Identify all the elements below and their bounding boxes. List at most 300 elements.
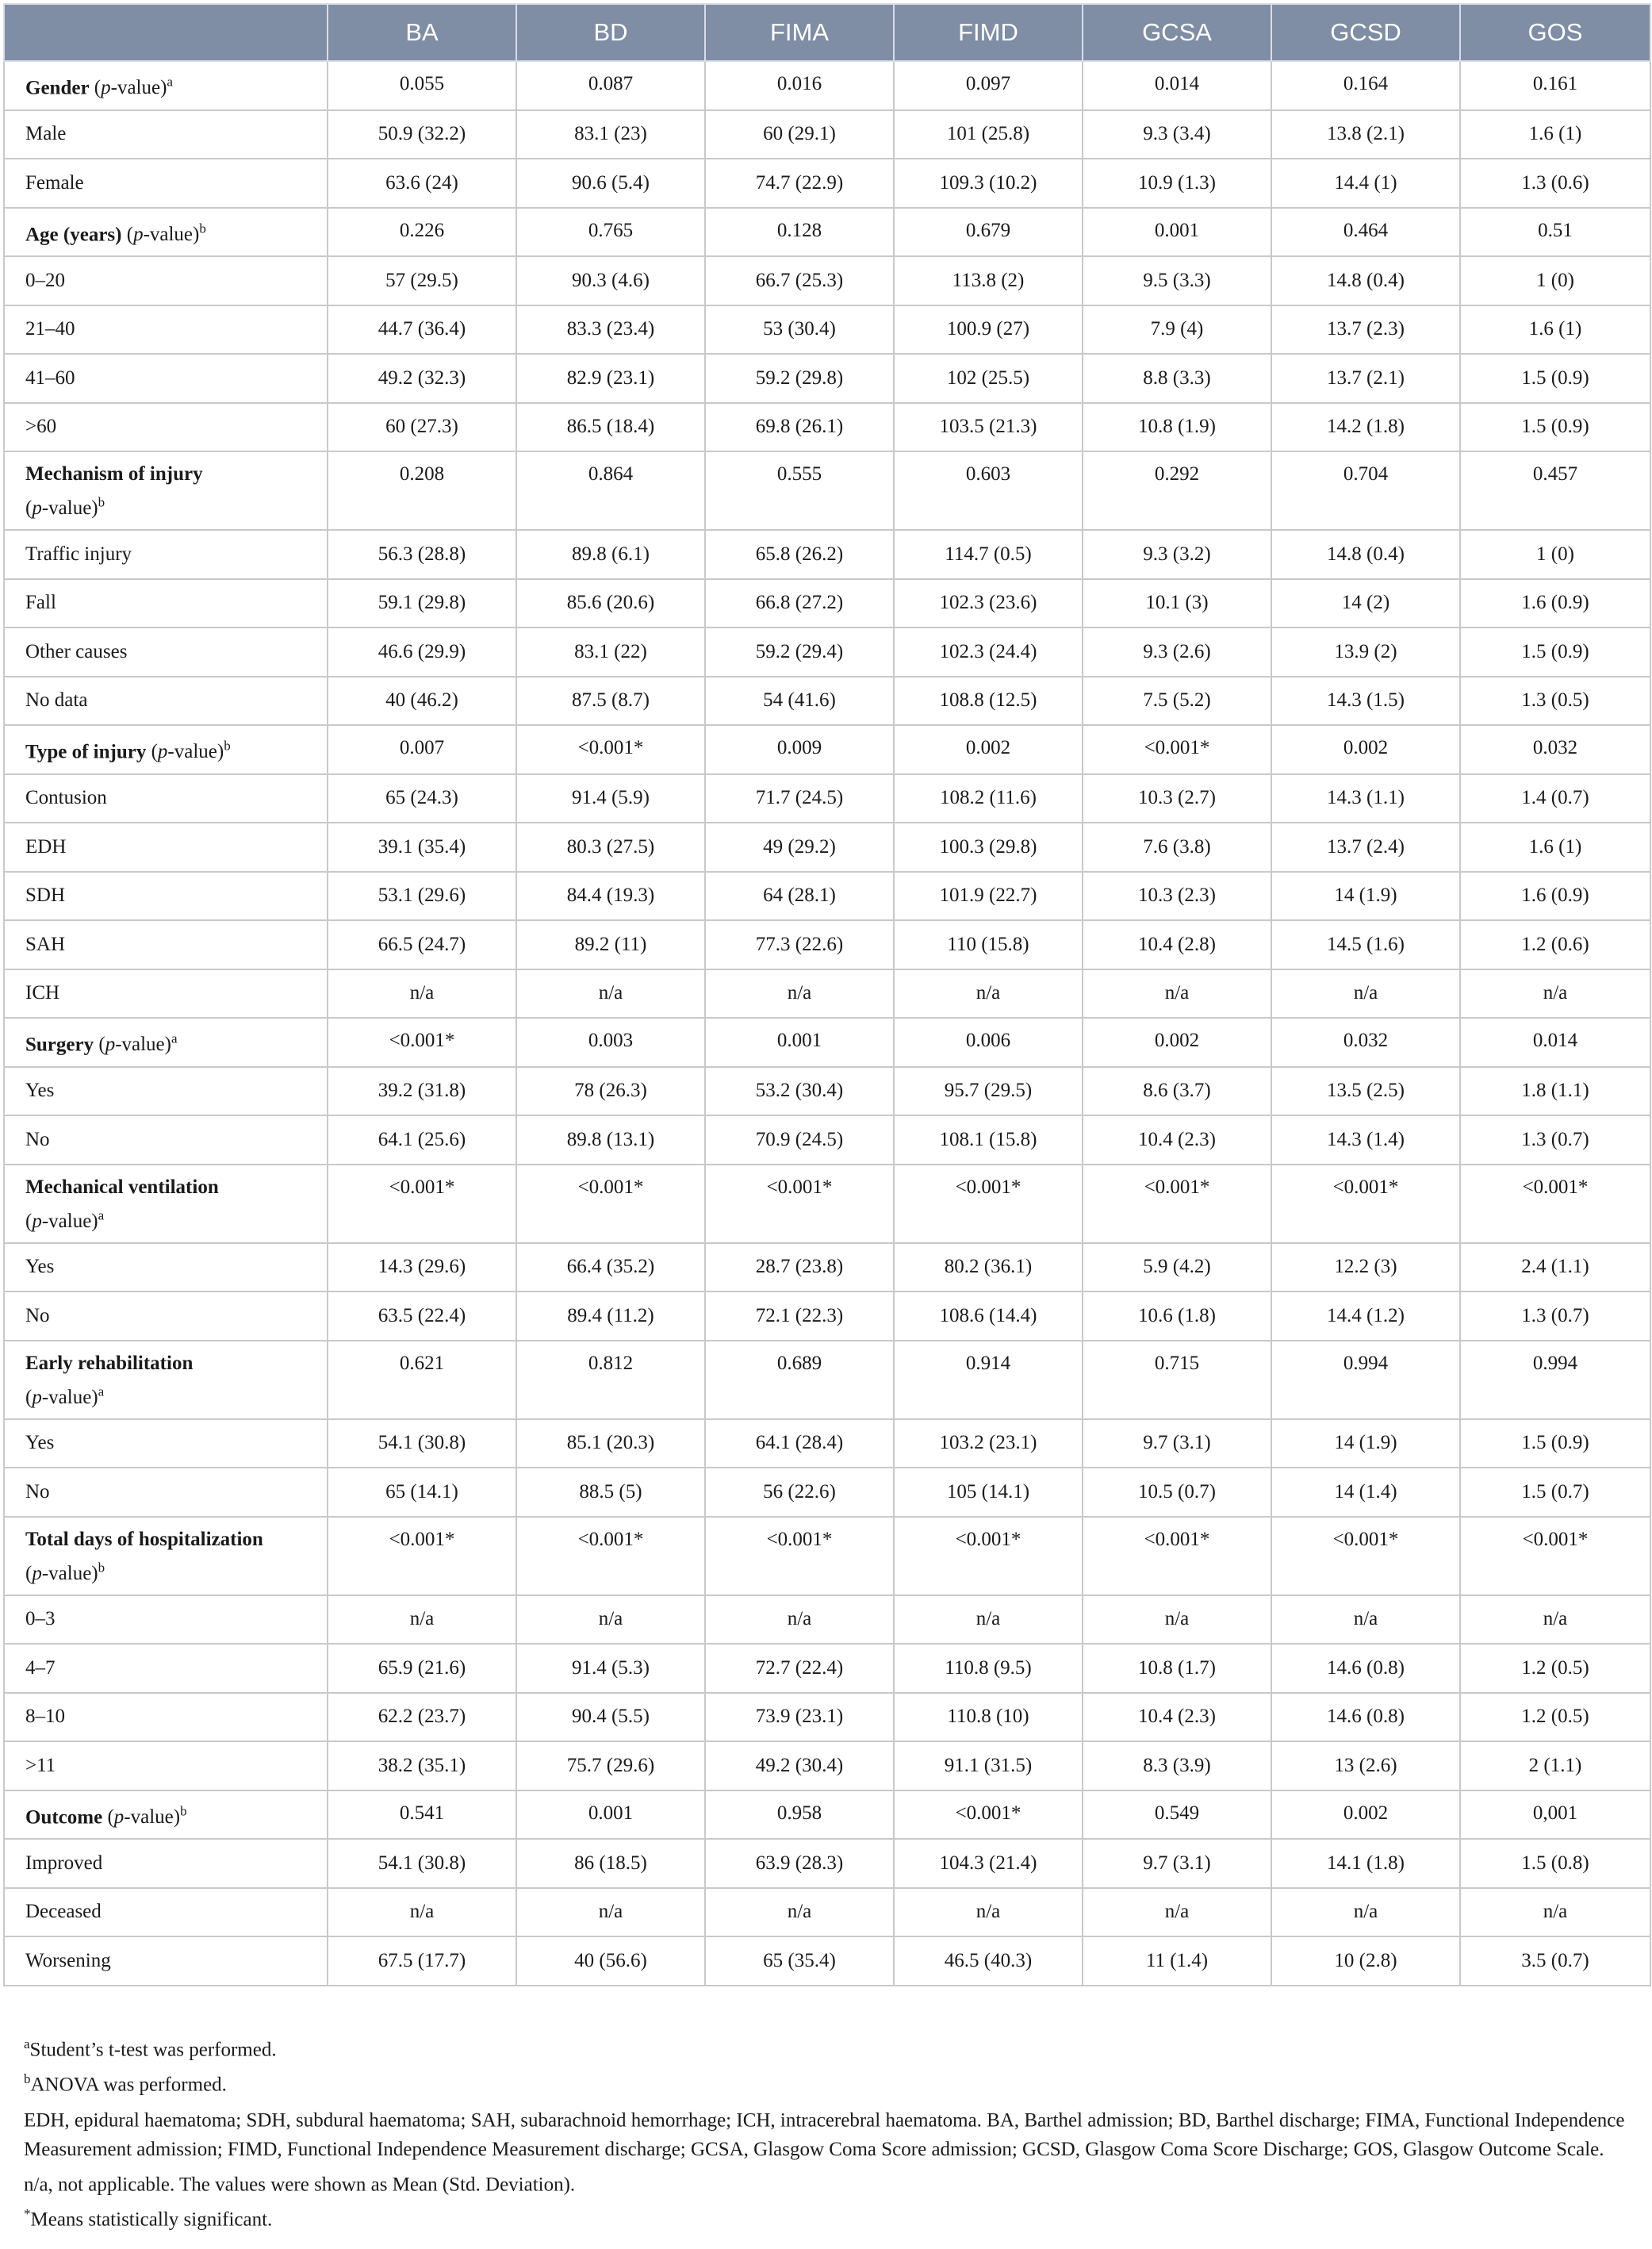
value-cell-gcsa: 9.7 (3.1) [1083,1839,1271,1888]
value-cell-gcsa: 8.3 (3.9) [1083,1741,1271,1790]
row-label-cell [4,1468,328,1517]
footnote-mark: b [180,1803,187,1819]
row-label-cell [4,256,328,305]
row-label-cell [4,305,328,355]
value-cell-bd: 40 (56.6) [516,1936,705,1986]
value-cell-gcsa: 10.4 (2.3) [1083,1115,1271,1165]
value-cell-ba: 49.2 (32.3) [328,354,516,403]
row-label: EDH [25,835,67,858]
value-cell-fima: 74.7 (22.9) [705,159,894,208]
row-label-cell [4,159,328,208]
value-cell-gcsa: 8.8 (3.3) [1083,354,1271,403]
value-cell-gcsa: 7.5 (5.2) [1083,677,1271,726]
value-cell-gcsa: <0.001* [1083,1165,1271,1243]
value-cell-gcsd: 0.164 [1271,61,1460,110]
value-cell-fima: 0.001 [705,1018,894,1067]
p-value-text: (p-value) [102,1806,181,1828]
value-cell-fimd: 104.3 (21.4) [894,1839,1083,1888]
value-cell-bd: 89.8 (13.1) [516,1115,705,1165]
value-cell-gos: 0.51 [1460,208,1650,257]
row-label: Surgery [25,1034,94,1056]
value-cell-ba: 60 (27.3) [328,403,516,452]
value-cell-gcsd: 14 (1.4) [1271,1468,1460,1517]
table-row [4,305,1650,355]
value-cell-gos: 1.5 (0.7) [1460,1468,1650,1517]
value-cell-gos: 2 (1.1) [1460,1741,1650,1790]
p-value-label [25,1384,105,1408]
p-value-text: (p-value) [25,1562,98,1584]
value-cell-fima: 53 (30.4) [705,305,894,355]
table-row [4,920,1650,969]
value-cell-bd: 90.4 (5.5) [516,1693,705,1742]
value-cell-gcsd: 0.002 [1271,725,1460,774]
p-value-text: (p-value) [25,1386,98,1408]
value-cell-gcsa: 0.292 [1083,451,1271,530]
row-label-cell [4,969,328,1019]
row-label-cell [4,1839,328,1888]
value-cell-fimd: 114.7 (0.5) [894,530,1083,579]
row-label: Type of injury [25,741,147,763]
section-label-cell [4,61,328,110]
value-cell-bd: n/a [516,1595,705,1645]
value-cell-fima: n/a [705,1888,894,1937]
value-cell-fima: 65.8 (26.2) [705,530,894,579]
value-cell-gos: 0.994 [1460,1341,1650,1419]
value-cell-gos: 1.6 (1) [1460,823,1650,872]
value-cell-gos: 1.2 (0.5) [1460,1693,1650,1742]
value-cell-gcsd: 13.7 (2.3) [1271,305,1460,355]
value-cell-fima: 72.7 (22.4) [705,1644,894,1693]
footnote-text: Means statistically significant. [30,2209,273,2231]
value-cell-gcsd: 14.3 (1.1) [1271,774,1460,823]
value-cell-bd: 82.9 (23.1) [516,354,705,403]
value-cell-gos: n/a [1460,1888,1650,1937]
value-cell-gcsa: 0.715 [1083,1341,1271,1419]
value-cell-gcsd: 14.3 (1.4) [1271,1115,1460,1165]
value-cell-ba: 0.007 [328,725,516,774]
value-cell-ba: <0.001* [328,1517,516,1595]
row-label: Improved [25,1852,103,1874]
p-value-label [94,1031,178,1056]
value-cell-gcsa: 10.3 (2.3) [1083,872,1271,921]
value-cell-fimd: <0.001* [894,1790,1083,1840]
value-cell-gcsa: <0.001* [1083,1517,1271,1595]
value-cell-gcsa: 9.5 (3.3) [1083,256,1271,305]
value-cell-gos: 0.161 [1460,61,1650,110]
table-row [4,1644,1650,1693]
row-label: Yes [25,1080,55,1102]
value-cell-ba: 63.5 (22.4) [328,1291,516,1341]
value-cell-gos: 1.8 (1.1) [1460,1067,1650,1116]
footnote-text: n/a, not applicable. The values were shown as Mean (Std. Deviation). [24,2174,576,2196]
value-cell-fimd: 113.8 (2) [894,256,1083,305]
row-label: Gender [25,77,90,99]
value-cell-gcsd: 14.4 (1) [1271,159,1460,208]
value-cell-gos: 1.6 (1) [1460,110,1650,159]
value-cell-fimd: 91.1 (31.5) [894,1741,1083,1790]
value-cell-fimd: 101.9 (22.7) [894,872,1083,921]
value-cell-gcsa: 0.549 [1083,1790,1271,1840]
value-cell-fima: n/a [705,969,894,1019]
row-label: Worsening [25,1949,111,1971]
p-value-label [121,221,206,245]
section-row [4,451,1650,530]
value-cell-fima: 59.2 (29.4) [705,627,894,677]
table-body [4,61,1650,1986]
value-cell-fimd: 100.3 (29.8) [894,823,1083,872]
footnote-mark: a [171,1031,178,1047]
column-header-ba: BA [328,4,516,61]
row-label-cell [4,677,328,726]
p-value-label [90,77,173,98]
value-cell-gcsa: 7.9 (4) [1083,305,1271,355]
section-row [4,1165,1650,1243]
value-cell-gcsa: 10.1 (3) [1083,579,1271,628]
table-footnotes [24,2029,1634,2235]
row-label: Early rehabilitation [25,1352,194,1374]
table-row [4,872,1650,921]
section-row [4,1018,1650,1067]
value-cell-ba: 62.2 (23.7) [328,1693,516,1742]
p-value-text: (p-value) [89,77,167,99]
value-cell-fimd: n/a [894,969,1083,1019]
value-cell-fima: 0.016 [705,61,894,110]
value-cell-fima: 66.8 (27.2) [705,579,894,628]
section-label-cell [4,1517,328,1595]
value-cell-ba: 40 (46.2) [328,677,516,726]
value-cell-bd: n/a [516,969,705,1019]
table-row [4,256,1650,305]
row-label: Outcome [25,1806,103,1828]
value-cell-gcsd: 14 (1.9) [1271,1419,1460,1468]
value-cell-gcsa: 0.001 [1083,208,1271,257]
value-cell-ba: 67.5 (17.7) [328,1936,516,1986]
value-cell-fimd: 101 (25.8) [894,110,1083,159]
value-cell-fima: 0.958 [705,1790,894,1840]
row-label-cell [4,1693,328,1742]
value-cell-gos: 0,001 [1460,1790,1650,1840]
value-cell-gcsd: 14.6 (0.8) [1271,1693,1460,1742]
value-cell-fima: 71.7 (24.5) [705,774,894,823]
value-cell-gcsd: 14.8 (0.4) [1271,530,1460,579]
table-row [4,1067,1650,1116]
table-row [4,1243,1650,1292]
value-cell-fima: 59.2 (29.8) [705,354,894,403]
footnote [24,2199,1634,2234]
value-cell-gcsa: 11 (1.4) [1083,1936,1271,1986]
p-value-text: (p-value) [25,1210,98,1232]
value-cell-gos: 0.014 [1460,1018,1650,1067]
value-cell-fimd: 102.3 (23.6) [894,579,1083,628]
value-cell-fima: 60 (29.1) [705,110,894,159]
row-label-cell [4,579,328,628]
value-cell-ba: 38.2 (35.1) [328,1741,516,1790]
value-cell-bd: 88.5 (5) [516,1468,705,1517]
column-header-gos: GOS [1460,4,1650,61]
value-cell-gcsa: 9.7 (3.1) [1083,1419,1271,1468]
value-cell-bd: 78 (26.3) [516,1067,705,1116]
value-cell-fima: 70.9 (24.5) [705,1115,894,1165]
table-row [4,1115,1650,1165]
value-cell-fimd: 0.603 [894,451,1083,530]
row-label: Yes [25,1256,55,1278]
value-cell-gcsa: 10.3 (2.7) [1083,774,1271,823]
value-cell-fima: 0.555 [705,451,894,530]
section-label-cell [4,451,328,530]
value-cell-ba: 56.3 (28.8) [328,530,516,579]
row-label: No [25,1304,50,1326]
value-cell-fimd: 110.8 (9.5) [894,1644,1083,1693]
section-label-cell [4,1018,328,1067]
value-cell-gos: 1.6 (0.9) [1460,872,1650,921]
value-cell-fima: <0.001* [705,1165,894,1243]
value-cell-gcsa: 10.4 (2.3) [1083,1693,1271,1742]
row-label: 8–10 [25,1706,65,1728]
value-cell-fima: 0.009 [705,725,894,774]
value-cell-gos: 1.2 (0.5) [1460,1644,1650,1693]
footnote-mark: a [98,1384,105,1399]
value-cell-gos: 1.5 (0.9) [1460,627,1650,677]
value-cell-bd: 90.6 (5.4) [516,159,705,208]
section-label-cell [4,725,328,774]
footnote-mark: b [224,739,231,754]
value-cell-gos: n/a [1460,1595,1650,1645]
value-cell-bd: 0.765 [516,208,705,257]
value-cell-bd: 75.7 (29.6) [516,1741,705,1790]
column-header-gcsd: GCSD [1271,4,1460,61]
value-cell-ba: 53.1 (29.6) [328,872,516,921]
value-cell-ba: n/a [328,1595,516,1645]
value-cell-fimd: 0.914 [894,1341,1083,1419]
value-cell-fimd: 108.2 (11.6) [894,774,1083,823]
value-cell-bd: 90.3 (4.6) [516,256,705,305]
value-cell-bd: 66.4 (35.2) [516,1243,705,1292]
value-cell-bd: 89.4 (11.2) [516,1291,705,1341]
value-cell-bd: <0.001* [516,1165,705,1243]
value-cell-bd: 85.1 (20.3) [516,1419,705,1468]
row-label: 21–40 [25,318,75,340]
section-row [4,208,1650,257]
value-cell-bd: 86.5 (18.4) [516,403,705,452]
value-cell-ba: 0.621 [328,1341,516,1419]
value-cell-bd: 0.864 [516,451,705,530]
value-cell-gcsd: 14.3 (1.5) [1271,677,1460,726]
value-cell-bd: 84.4 (19.3) [516,872,705,921]
row-label-cell [4,1291,328,1341]
p-value-text: (p-value) [146,741,224,763]
value-cell-gcsd: 13.9 (2) [1271,627,1460,677]
footnote-mark: a [98,1207,105,1223]
value-cell-fima: 54 (41.6) [705,677,894,726]
value-cell-gcsd: 14 (1.9) [1271,872,1460,921]
value-cell-fima: 53.2 (30.4) [705,1067,894,1116]
value-cell-ba: 39.2 (31.8) [328,1067,516,1116]
footnote-text: EDH, epidural haematoma; SDH, subdural haematoma; SAH, subarachnoid hemorrhage; ICH, intracerebral haematoma. BA, Barthel admission; BD, Barthel discharge; FIMA, Functional Independence Measurement admission; FIMD, Functional Independence Measurement discharge; GCSA, Glasgow Coma Score admission; GCSD, Glasgow Coma Score Discharge; GOS, Glasgow Outcome Scale. [24,2109,1625,2160]
value-cell-gcsa: n/a [1083,969,1271,1019]
value-cell-fima: 0.128 [705,208,894,257]
value-cell-gcsa: 9.3 (2.6) [1083,627,1271,677]
value-cell-fima: 28.7 (23.8) [705,1243,894,1292]
value-cell-gcsd: 0.994 [1271,1341,1460,1419]
value-cell-gos: 2.4 (1.1) [1460,1243,1650,1292]
value-cell-ba: 59.1 (29.8) [328,579,516,628]
value-cell-gos: 1.5 (0.8) [1460,1839,1650,1888]
value-cell-gos: 1.6 (1) [1460,305,1650,355]
row-label: 0–20 [25,269,65,291]
value-cell-ba: 65 (14.1) [328,1468,516,1517]
value-cell-gcsd: 13.7 (2.1) [1271,354,1460,403]
row-label: Deceased [25,1901,102,1923]
value-cell-fimd: 0.002 [894,725,1083,774]
value-cell-gos: 1 (0) [1460,256,1650,305]
value-cell-gcsa: 10.4 (2.8) [1083,920,1271,969]
value-cell-gcsd: 13.5 (2.5) [1271,1067,1460,1116]
value-cell-fima: 77.3 (22.6) [705,920,894,969]
value-cell-fimd: 109.3 (10.2) [894,159,1083,208]
row-label: Contusion [25,787,107,809]
value-cell-ba: <0.001* [328,1165,516,1243]
row-label: Total days of hospitalization [25,1528,263,1550]
row-label-cell [4,1595,328,1645]
value-cell-fimd: 108.1 (15.8) [894,1115,1083,1165]
table-row [4,1419,1650,1468]
value-cell-fimd: 102 (25.5) [894,354,1083,403]
value-cell-ba: 0.541 [328,1790,516,1840]
value-cell-fima: n/a [705,1595,894,1645]
value-cell-bd: 87.5 (8.7) [516,677,705,726]
value-cell-gcsd: 14.8 (0.4) [1271,256,1460,305]
table-row [4,159,1650,208]
p-value-text: (p-value) [121,223,200,245]
value-cell-ba: 66.5 (24.7) [328,920,516,969]
value-cell-gcsd: <0.001* [1271,1517,1460,1595]
value-cell-fimd: 103.5 (21.3) [894,403,1083,452]
value-cell-gcsd: 13 (2.6) [1271,1741,1460,1790]
value-cell-gos: 1 (0) [1460,530,1650,579]
value-cell-gcsd: <0.001* [1271,1165,1460,1243]
p-value-label [25,497,105,519]
row-label-cell [4,1644,328,1693]
value-cell-gcsd: 0.032 [1271,1018,1460,1067]
value-cell-gcsd: n/a [1271,969,1460,1019]
value-cell-ba: <0.001* [328,1018,516,1067]
value-cell-bd: 91.4 (5.3) [516,1644,705,1693]
row-label: Female [25,171,84,194]
table-row [4,110,1650,159]
row-label-cell [4,823,328,872]
value-cell-gcsd: 14.2 (1.8) [1271,403,1460,452]
value-cell-ba: 65.9 (21.6) [328,1644,516,1693]
value-cell-gcsd: 14.1 (1.8) [1271,1839,1460,1888]
p-value-label [146,741,230,762]
p-value-label [25,1207,105,1232]
value-cell-fima: 72.1 (22.3) [705,1291,894,1341]
row-label: SDH [25,885,66,907]
row-label: 4–7 [25,1656,56,1679]
value-cell-ba: 50.9 (32.2) [328,110,516,159]
column-header-bd: BD [516,4,705,61]
value-cell-fima: 56 (22.6) [705,1468,894,1517]
table-row [4,823,1650,872]
value-cell-gos: 1.6 (0.9) [1460,579,1650,628]
row-label: SAH [25,933,66,955]
value-cell-fimd: 0.006 [894,1018,1083,1067]
value-cell-fimd: <0.001* [894,1517,1083,1595]
row-label-cell [4,1419,328,1468]
header-row [4,4,1650,61]
value-cell-ba: 57 (29.5) [328,256,516,305]
footnote-marker: b [24,2071,31,2087]
value-cell-ba: 39.1 (35.4) [328,823,516,872]
table-row [4,677,1650,726]
footnote-text: ANOVA was performed. [30,2074,227,2096]
value-cell-fima: 73.9 (23.1) [705,1693,894,1742]
value-cell-fimd: 110 (15.8) [894,920,1083,969]
value-cell-gcsd: n/a [1271,1888,1460,1937]
value-cell-fima: 49.2 (30.4) [705,1741,894,1790]
value-cell-gos: 1.3 (0.6) [1460,159,1650,208]
table-row [4,774,1650,823]
row-label: 41–60 [25,367,75,389]
table-row [4,354,1650,403]
footnote-mark: b [98,1560,105,1575]
table-header [4,4,1650,61]
value-cell-bd: 80.3 (27.5) [516,823,705,872]
table-row [4,530,1650,579]
row-label-cell [4,1115,328,1165]
section-label-cell [4,208,328,257]
footnote-mark: a [167,75,173,90]
row-label: >60 [25,416,57,438]
value-cell-ba: n/a [328,969,516,1019]
value-cell-fimd: <0.001* [894,1165,1083,1243]
value-cell-ba: 63.6 (24) [328,159,516,208]
value-cell-bd: <0.001* [516,725,705,774]
value-cell-bd: 83.3 (23.4) [516,305,705,355]
value-cell-fima: 64 (28.1) [705,872,894,921]
value-cell-gos: 1.2 (0.6) [1460,920,1650,969]
table-row [4,403,1650,452]
row-label: Fall [25,592,56,614]
table-row [4,579,1650,628]
value-cell-bd: 85.6 (20.6) [516,579,705,628]
value-cell-bd: 0.001 [516,1790,705,1840]
value-cell-gcsa: 7.6 (3.8) [1083,823,1271,872]
table-row [4,1291,1650,1341]
value-cell-gcsd: 14.5 (1.6) [1271,920,1460,969]
row-label: No [25,1128,50,1150]
table-row [4,1839,1650,1888]
value-cell-ba: 54.1 (30.8) [328,1839,516,1888]
value-cell-gcsa: 10.8 (1.7) [1083,1644,1271,1693]
value-cell-fimd: 95.7 (29.5) [894,1067,1083,1116]
value-cell-gcsa: n/a [1083,1888,1271,1937]
value-cell-gcsd: 0.704 [1271,451,1460,530]
value-cell-ba: 14.3 (29.6) [328,1243,516,1292]
row-label: Age (years) [25,223,122,245]
value-cell-ba: 54.1 (30.8) [328,1419,516,1468]
results-table [3,3,1651,1986]
section-label-cell [4,1165,328,1243]
row-label: Traffic injury [25,543,132,565]
value-cell-gcsa: 10.6 (1.8) [1083,1291,1271,1341]
value-cell-fimd: 102.3 (24.4) [894,627,1083,677]
value-cell-gos: 1.4 (0.7) [1460,774,1650,823]
value-cell-gcsd: 0.464 [1271,208,1460,257]
value-cell-bd: 0.812 [516,1341,705,1419]
footnote [24,2164,1634,2199]
value-cell-bd: 91.4 (5.9) [516,774,705,823]
